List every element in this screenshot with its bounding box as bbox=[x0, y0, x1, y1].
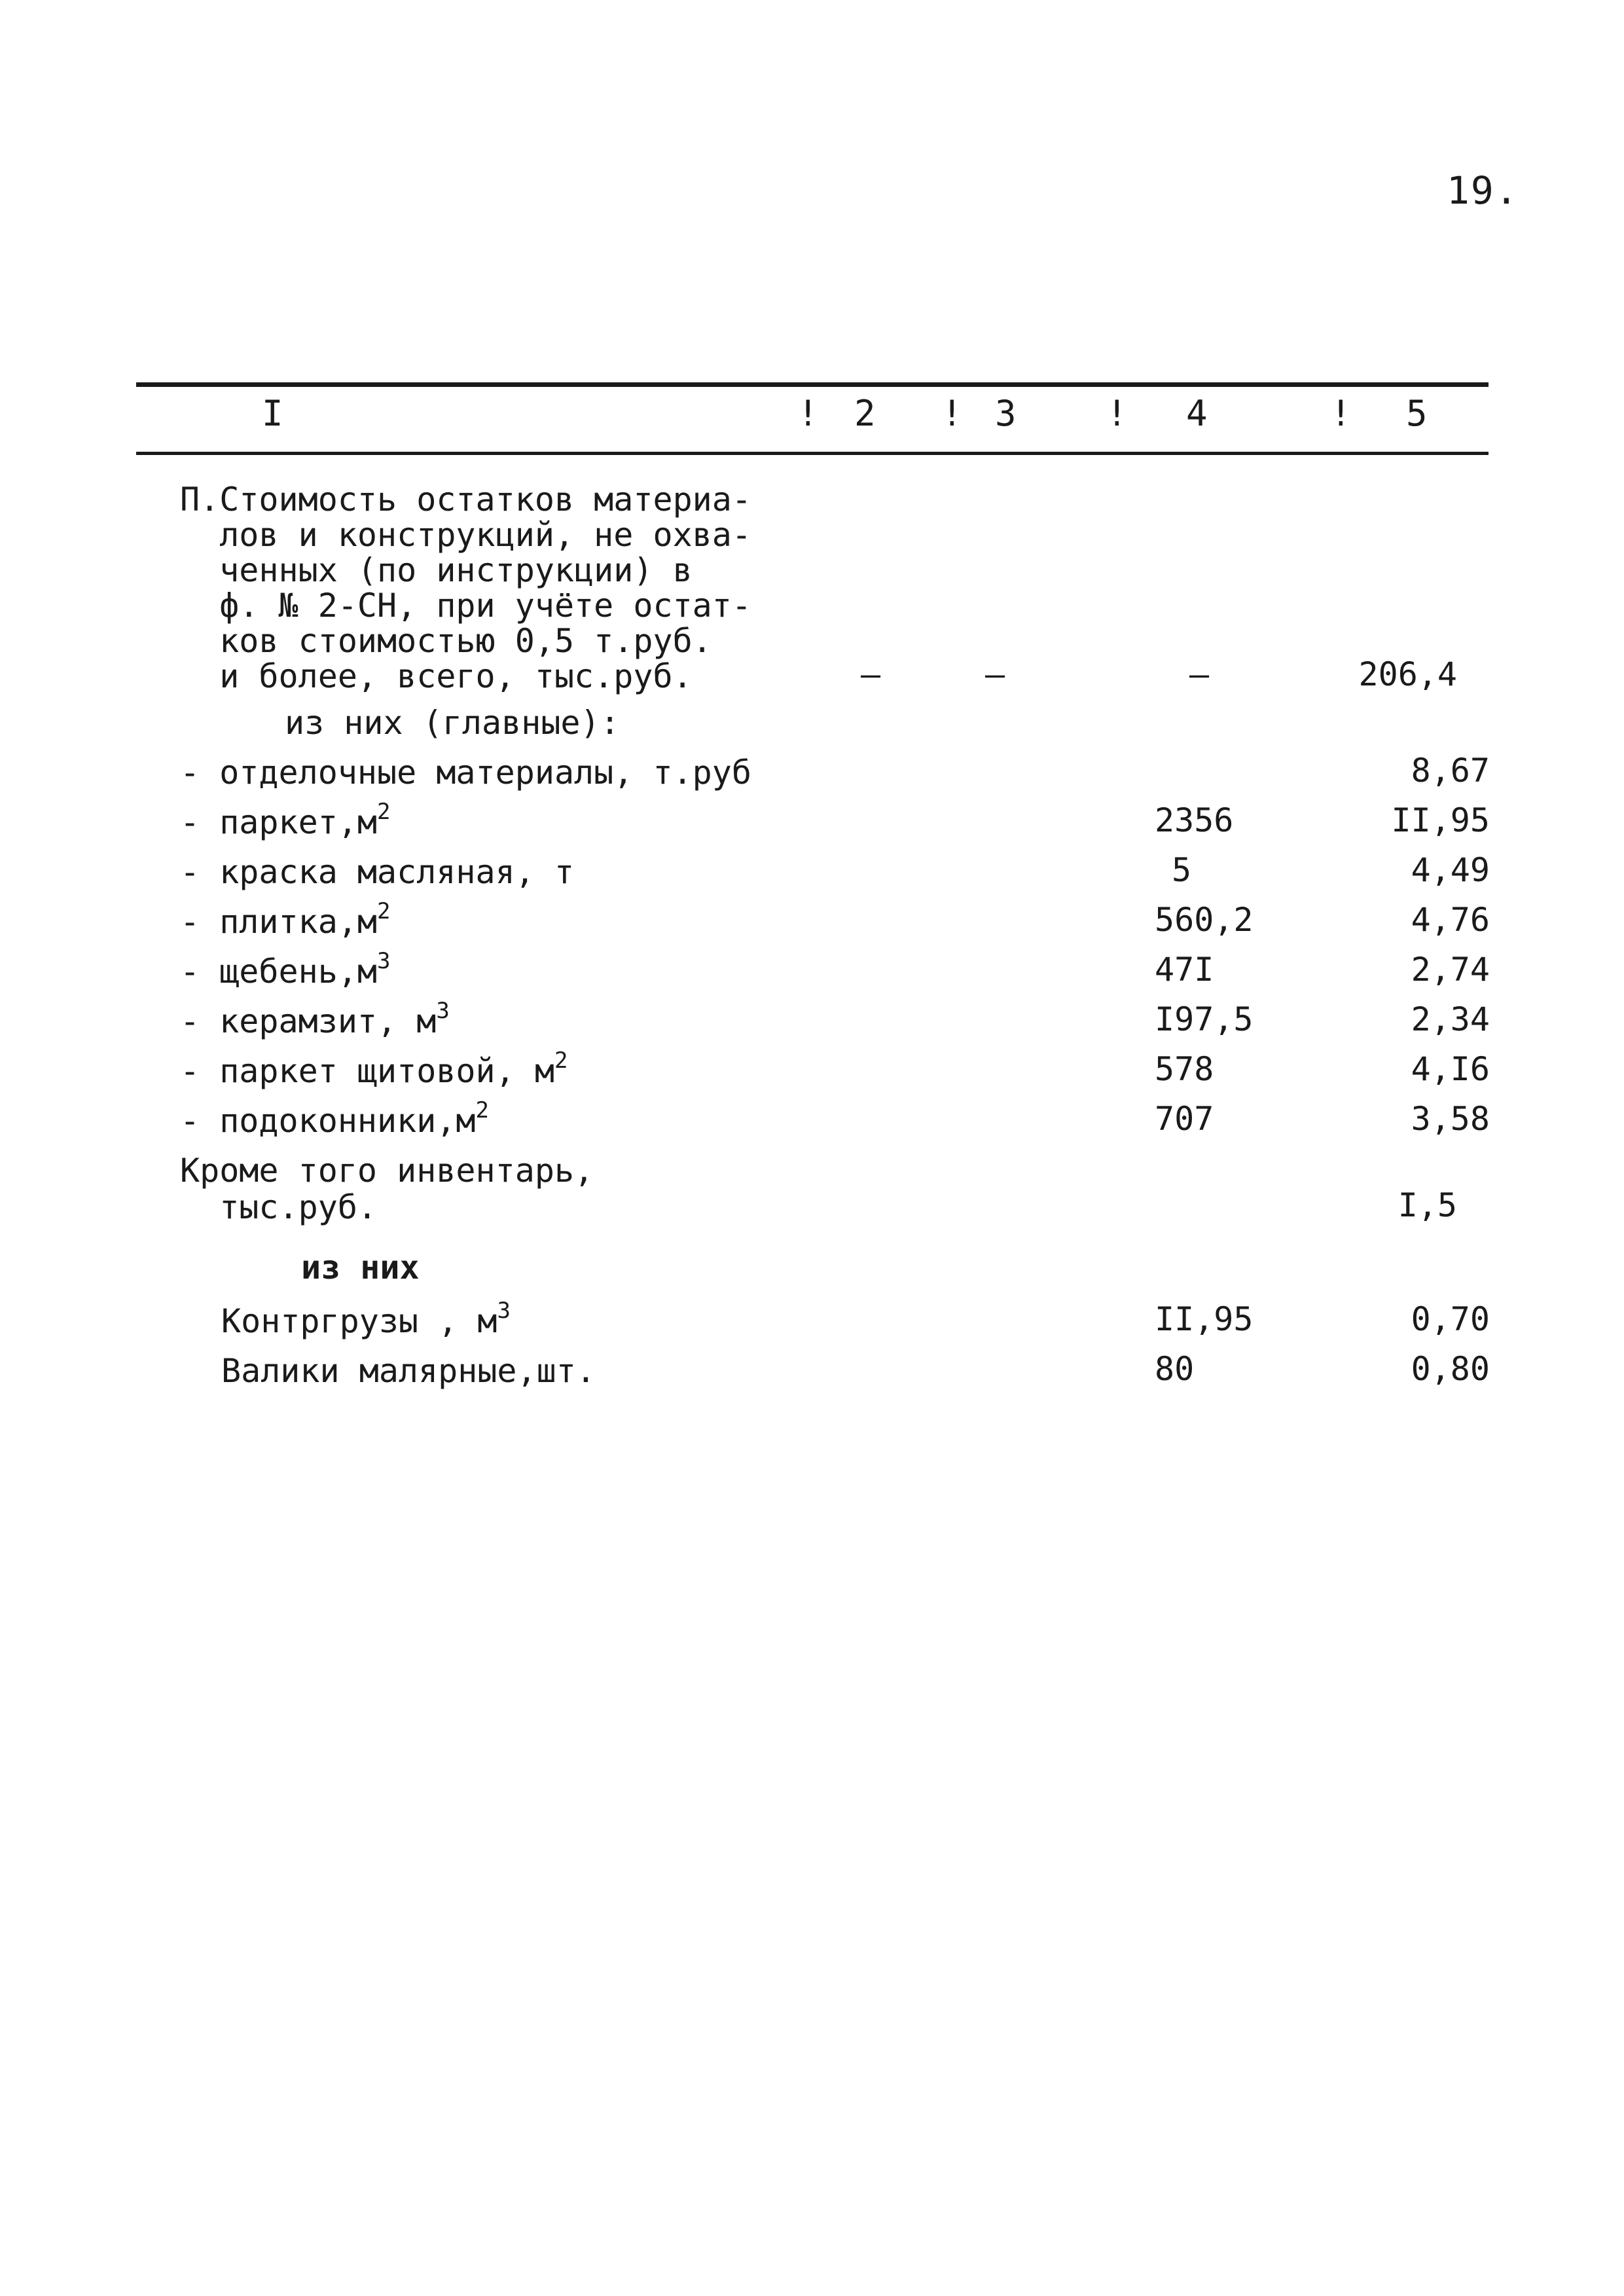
item-col5: 0,80 bbox=[1411, 1350, 1490, 1388]
item-col5: 4,76 bbox=[1411, 901, 1490, 939]
table-top-rule bbox=[136, 382, 1489, 387]
item-unit-exponent: 3 bbox=[377, 948, 391, 974]
item-label: - подоконники,м bbox=[180, 1102, 476, 1140]
inventory-line: Кроме того инвентарь, bbox=[180, 1152, 594, 1190]
item-label: - паркет,м bbox=[180, 803, 378, 841]
header-separator: ! bbox=[1106, 393, 1128, 434]
header-col5: 5 bbox=[1406, 393, 1428, 434]
main-entry-col2: – bbox=[860, 655, 881, 693]
item-col5: 4,I6 bbox=[1411, 1050, 1490, 1088]
item-label: Контргрузы , м bbox=[221, 1302, 497, 1340]
item-col5: 4,49 bbox=[1411, 851, 1490, 889]
main-entry-line: ченных (по инструкции) в bbox=[180, 551, 693, 589]
inventory-line: тыс.руб. bbox=[180, 1188, 378, 1226]
item-col4: 707 bbox=[1155, 1100, 1214, 1138]
item-col4: 80 bbox=[1155, 1350, 1195, 1388]
item-col4: I97,5 bbox=[1155, 1000, 1254, 1038]
item-col5: 2,34 bbox=[1411, 1000, 1490, 1038]
item-label: - паркет щитовой, м bbox=[180, 1052, 554, 1090]
main-entry-col3: – bbox=[984, 655, 1005, 693]
main-entry-col5: 206,4 bbox=[1358, 655, 1457, 693]
main-entry-line: ков стоимостью 0,5 т.руб. bbox=[180, 622, 712, 660]
item-unit-exponent: 3 bbox=[436, 998, 450, 1024]
item-col4: 2356 bbox=[1155, 801, 1234, 839]
item-unit-exponent: 2 bbox=[554, 1048, 568, 1074]
item-label: - отделочные материалы, т.руб bbox=[180, 754, 751, 792]
subheading-inventory: из них bbox=[301, 1248, 420, 1286]
item-unit-exponent: 3 bbox=[497, 1298, 511, 1324]
item-unit-exponent: 2 bbox=[475, 1097, 490, 1123]
header-col4: 4 bbox=[1186, 393, 1208, 434]
item-col5: 3,58 bbox=[1411, 1100, 1490, 1138]
item-col4: 47I bbox=[1155, 951, 1214, 989]
header-col2: 2 bbox=[854, 393, 876, 434]
header-col3: 3 bbox=[995, 393, 1017, 434]
item-unit-exponent: 2 bbox=[377, 898, 391, 924]
page-number: 19. bbox=[1447, 168, 1519, 213]
main-entry-line: и более, всего, тыс.руб. bbox=[180, 657, 693, 695]
item-label: Валики малярные,шт. bbox=[221, 1352, 596, 1390]
item-col5: 0,70 bbox=[1411, 1300, 1490, 1338]
table-header-rule bbox=[136, 452, 1489, 455]
item-col5: 2,74 bbox=[1411, 951, 1490, 989]
header-separator: ! bbox=[1330, 393, 1352, 434]
inventory-col5: I,5 bbox=[1398, 1186, 1457, 1224]
item-label: - плитка,м bbox=[180, 903, 378, 941]
item-col4: 560,2 bbox=[1155, 901, 1254, 939]
item-label: - краска масляная, т bbox=[180, 853, 575, 891]
main-entry-col4: – bbox=[1189, 655, 1210, 693]
item-col5: 8,67 bbox=[1411, 752, 1490, 790]
subheading-main: из них (главные): bbox=[285, 704, 620, 742]
item-col4: II,95 bbox=[1155, 1300, 1254, 1338]
item-col5: II,95 bbox=[1391, 801, 1490, 839]
header-separator: ! bbox=[941, 393, 963, 434]
item-col4: 578 bbox=[1155, 1050, 1214, 1088]
header-separator: ! bbox=[797, 393, 819, 434]
main-entry-line: лов и конструкций, не охва- bbox=[180, 516, 751, 554]
item-unit-exponent: 2 bbox=[377, 799, 391, 825]
item-col4: 5 bbox=[1172, 851, 1192, 889]
item-label: - керамзит, м bbox=[180, 1002, 437, 1040]
main-entry-line: ф. № 2-СН, при учёте остат- bbox=[180, 587, 751, 625]
item-label: - щебень,м bbox=[180, 953, 378, 991]
header-col1: I bbox=[262, 393, 283, 434]
main-entry-line: П.Стоимость остатков материа- bbox=[180, 481, 751, 519]
